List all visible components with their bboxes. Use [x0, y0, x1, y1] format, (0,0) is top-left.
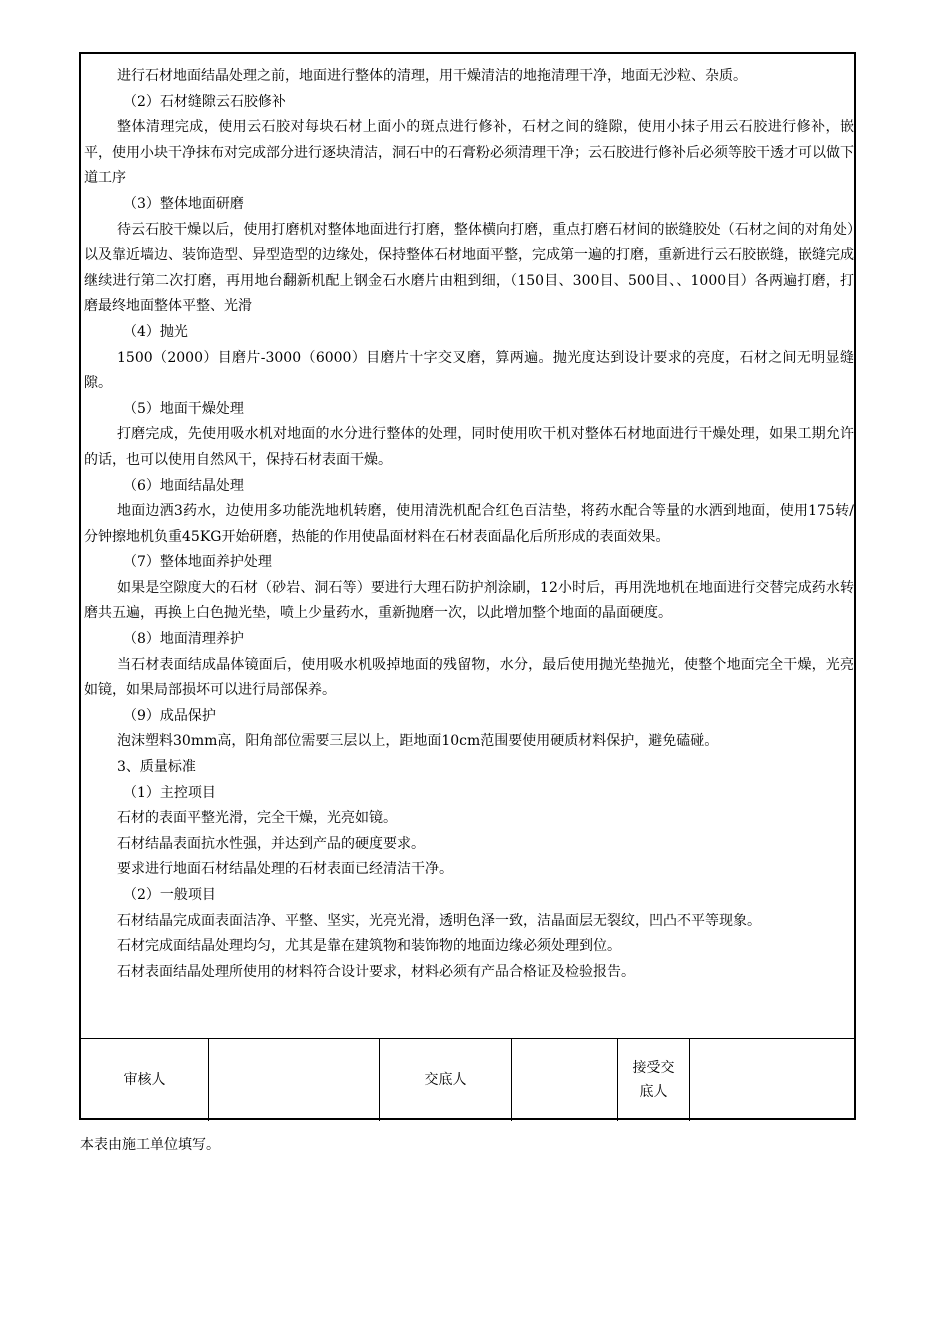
body-paragraph: 泡沫塑料30mm高，阳角部位需要三层以上，距地面10cm范围要使用硬质材料保护，避免磕碰。	[117, 733, 719, 750]
reviewer-label: 审核人	[81, 1039, 209, 1121]
body-paragraph: 待云石胶干燥以后，使用打磨机对整体地面进行打磨，整体横向打磨，重点打磨石材间的嵌缝胶处（石材之间的对角处）以及靠近墙边、装饰造型、异型造型的边缘处，保持整体石材地面平整，完成第一遍的打磨，重新进行云石胶嵌缝，嵌缝完成继续进行第二次打磨，再用地台翻新机配上钢金石水磨片由粗到细，（150目、300目、500目、、1000目）各两遍打磨，打磨最终地面整体平整、光滑	[84, 221, 854, 315]
section-heading: 3、质量标准	[117, 759, 196, 776]
section-heading: （3）整体地面研磨	[123, 195, 244, 212]
discloser-value	[512, 1039, 618, 1121]
body-paragraph: 石材的表面平整光滑，完全干燥，光亮如镜。	[117, 810, 397, 827]
section-heading: （4）抛光	[123, 323, 188, 340]
section-heading: （2）一般项目	[123, 887, 216, 903]
body-paragraph: 要求进行地面石材结晶处理的石材表面已经清洁干净。	[117, 861, 453, 878]
section-heading: （9）成品保护	[123, 707, 216, 724]
body-paragraph: 石材完成面结晶处理均匀，尤其是靠在建筑物和装饰物的地面边缘必须处理到位。	[117, 938, 621, 955]
form-content	[81, 64, 856, 1034]
body-paragraph: 如果是空隙度大的石材（砂岩、洞石等）要进行大理石防护剂涂刷，12小时后，再用洗地机在地面进行交替完成药水转磨共五遍，再换上白色抛光垫，喷上少量药水，重新抛磨一次，以此增加整个地面的晶面硬度。	[84, 579, 854, 622]
footnote: 本表由施工单位填写。	[80, 1137, 220, 1153]
receiver-value	[690, 1039, 856, 1121]
reviewer-value	[209, 1039, 380, 1121]
body-paragraph: 进行石材地面结晶处理之前，地面进行整体的清理，用干燥清洁的地拖清理干净，地面无沙粒、杂质。	[117, 68, 747, 84]
disclosure-form-frame	[79, 52, 856, 1120]
body-paragraph: 石材结晶表面抗水性强，并达到产品的硬度要求。	[117, 835, 425, 852]
body-paragraph: 石材表面结晶处理所使用的材料符合设计要求，材料必须有产品合格证及检验报告。	[117, 963, 635, 980]
section-heading: （6）地面结晶处理	[123, 477, 244, 494]
section-heading: （1）主控项目	[123, 784, 216, 801]
section-heading: （8）地面清理养护	[123, 631, 244, 648]
body-paragraph: 1500（2000）目磨片-3000（6000）目磨片十字交叉磨，算两遍。抛光度达到设计要求的亮度，石材之间无明显缝隙。	[84, 349, 854, 392]
body-paragraph: 整体清理完成，使用云石胶对每块石材上面小的斑点进行修补，石材之间的缝隙，使用小抹子用云石胶进行修补，嵌平，使用小块干净抹布对完成部分进行逐块清洁，洞石中的石膏粉必须清理干净；云石胶进行修补后必须等胶干透才可以做下道工序	[84, 119, 854, 187]
body-paragraph: 地面边洒3药水，边使用多功能洗地机转磨，使用清洗机配合红色百洁垫，将药水配合等量的水洒到地面，使用175转/分钟擦地机负重45KG开始研磨，热能的作用使晶面材料在石材表面晶化后所形成的表面效果。	[84, 503, 854, 545]
section-heading: （7）整体地面养护处理	[123, 554, 272, 571]
section-heading: （5）地面干燥处理	[123, 400, 244, 417]
discloser-label: 交底人	[380, 1039, 512, 1121]
body-paragraph: 打磨完成，先使用吸水机对地面的水分进行整体的处理，同时使用吹干机对整体石材地面进行干燥处理，如果工期允许的话，也可以使用自然风干，保持石材表面干燥。	[84, 426, 854, 468]
body-paragraph: 当石材表面结成晶体镜面后，使用吸水机吸掉地面的残留物，水分，最后使用抛光垫抛光，使整个地面完全干燥，光亮如镜，如果局部损坏可以进行局部保养。	[84, 656, 854, 699]
body-paragraph: 石材结晶完成面表面洁净、平整、坚实，光亮光滑，透明色泽一致，洁晶面层无裂纹，凹凸不平等现象。	[117, 912, 761, 929]
section-heading: （2）石材缝隙云石胶修补	[123, 93, 286, 110]
receiver-label: 接受交底人	[618, 1039, 690, 1121]
signature-row	[81, 1038, 856, 1121]
